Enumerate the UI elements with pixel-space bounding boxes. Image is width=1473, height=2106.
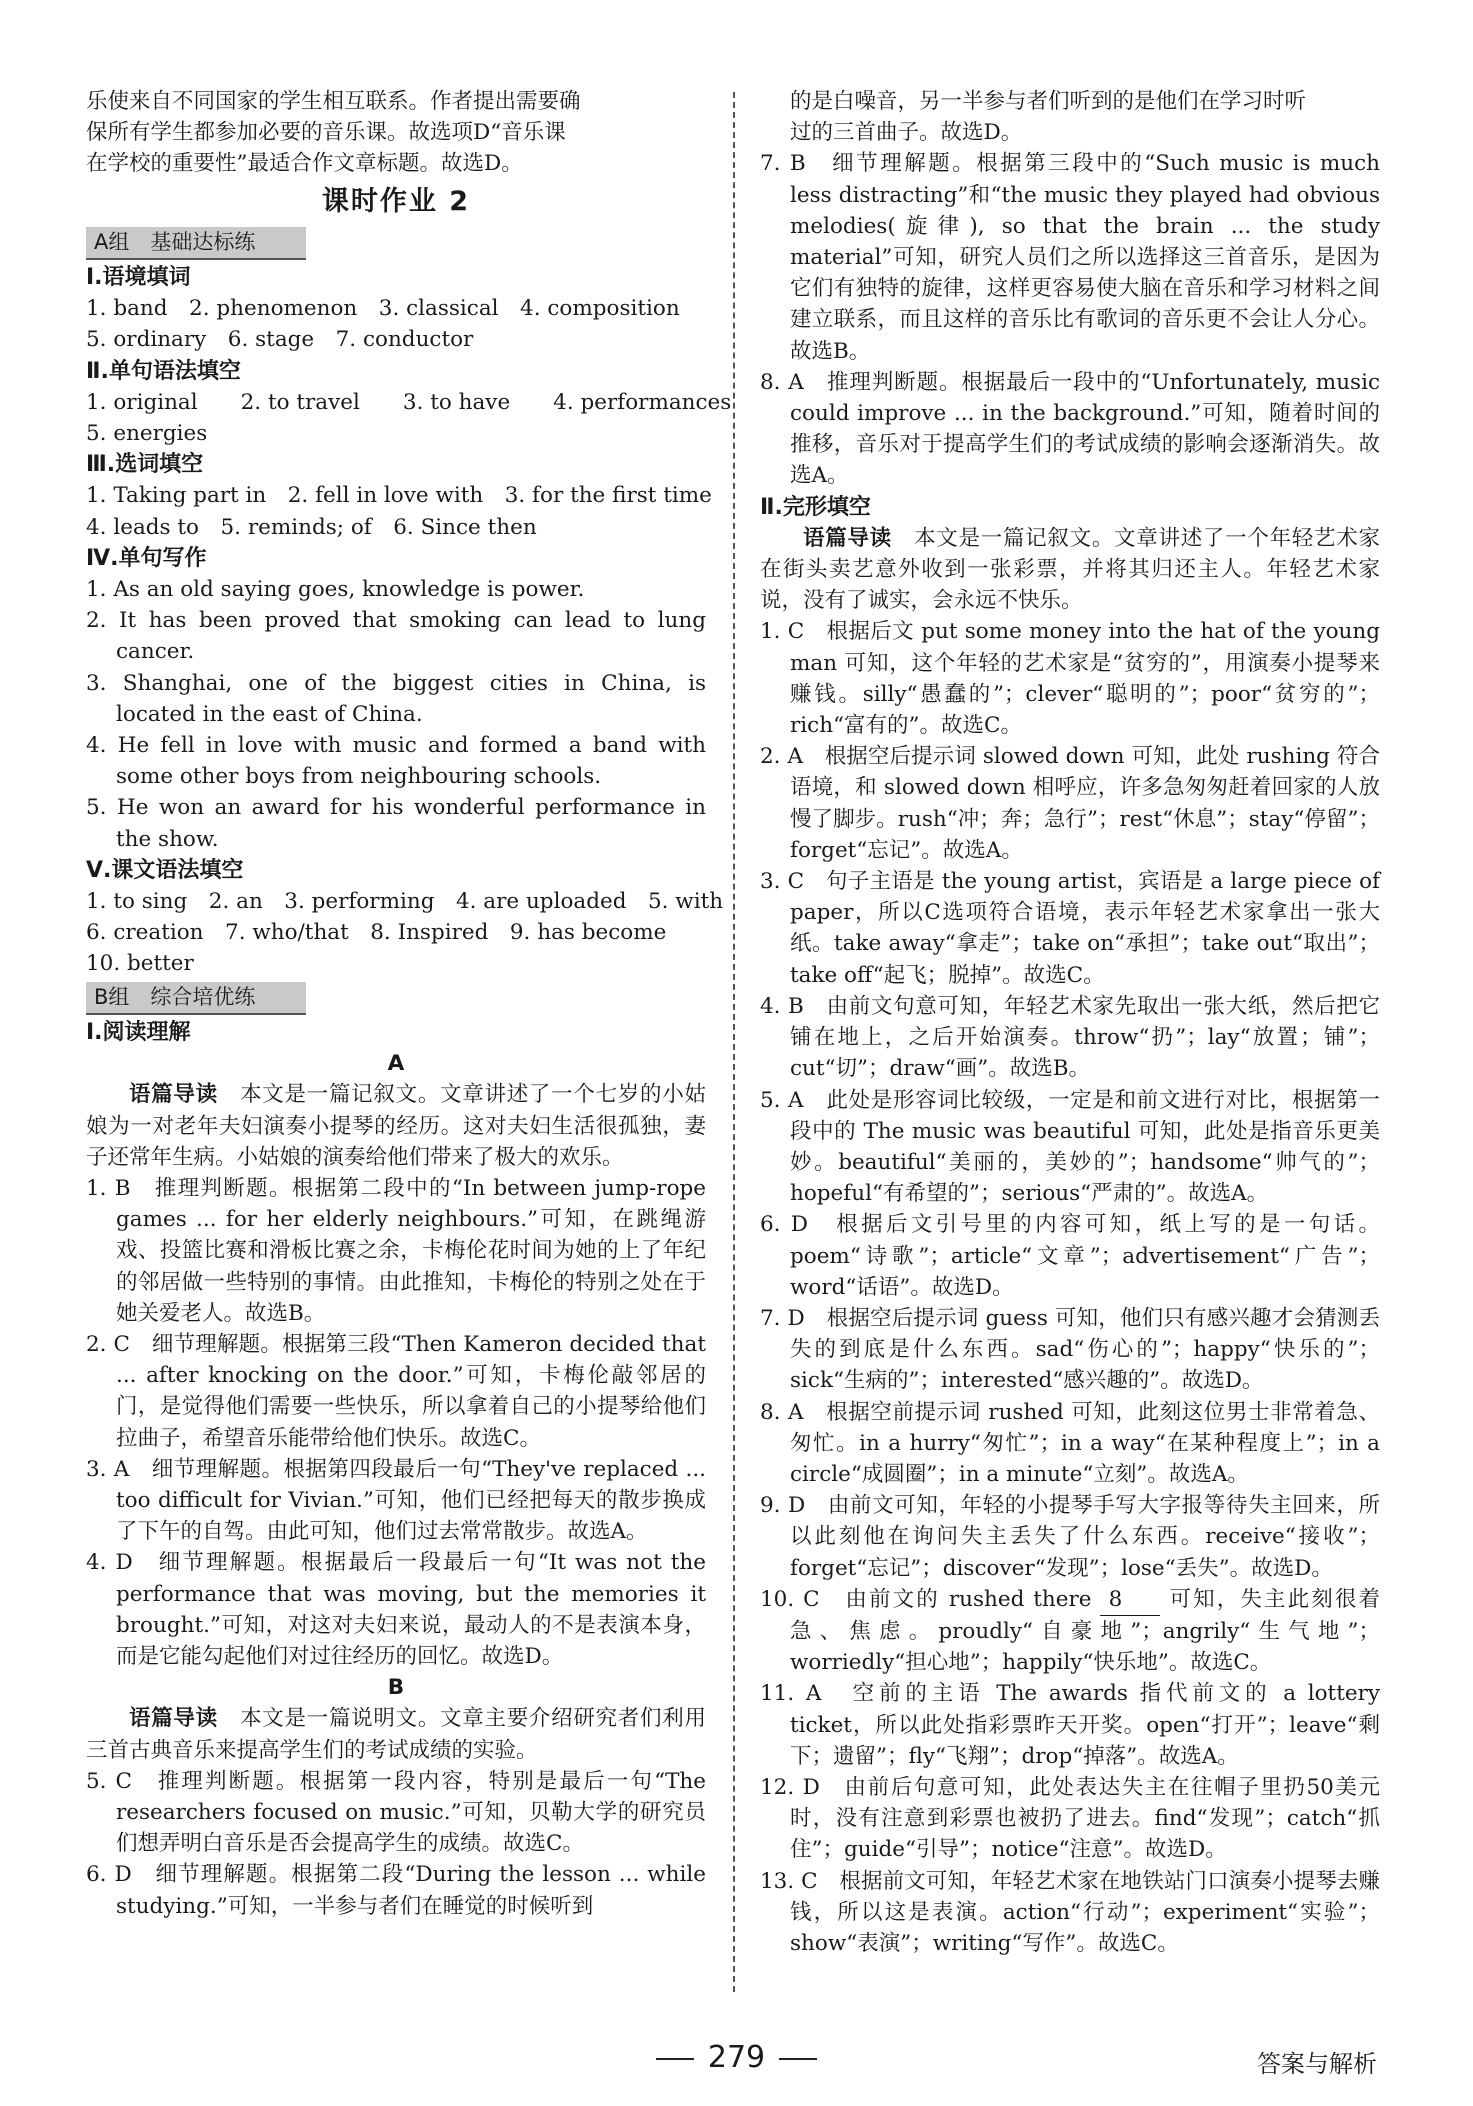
explanation-item: 7. B 细节理解题。根据第三段中的“Such music is much less distracting”和“the music they played had obvious melodies(旋律), so that the brain ... the study material”可知，研究人员们之所以选择这三首音乐，是因为它们有独特的旋律，这样更容易使大脑在音乐和学习材料之间建立联系，而且这样的音乐比有歌词的音乐更不会让人分心。故选B。 [760, 151, 1380, 364]
sentence-item: 3. Shanghai, one of the biggest cities in China, is located in the east of China. [86, 670, 706, 727]
cloze-item: 2. A 根据空后提示词 slowed down 可知，此处 rushing 符合语境，和 slowed down 相呼应，许多急匆匆赶着回家的人放慢了脚步。rush“冲；奔；急行”；rest“休息”；stay“停留”；forget“忘记”。故选A。 [760, 744, 1380, 863]
answer-line: 1. original 2. to travel 3. to have 4. performances [86, 389, 732, 415]
passage-a-label: A [387, 1051, 405, 1077]
sentence-item: 1. As an old saying goes, knowledge is power. [86, 577, 585, 603]
continued-line-2: 过的三首曲子。故选D。 [790, 120, 1023, 146]
continued-line-1: 的是白噪音，另一半参与者们听到的是他们在学习时听 [790, 89, 1307, 114]
intro-line-1: 乐使来自不同国家的学生相互联系。作者提出需要确 [86, 89, 581, 114]
guide-text: 本文是一篇记叙文。文章讲述了一个年轻艺术家在街头卖艺意外收到一张彩票，并将其归还主人。年轻艺术家说，没有了诚实，会永远不快乐。 [760, 525, 1380, 614]
sentence-item: 5. He won an award for his wonderful performance in the show. [86, 795, 706, 852]
column-divider [733, 92, 735, 1992]
cloze-item: 8. A 根据空前提示词 rushed 可知，此刻这位男士非常着急、匆忙。in a hurry“匆忙”；in a way“在某种程度上”；in a circle“成圆圈”；in a minute“立刻”。故选A。 [760, 1399, 1380, 1487]
explanation-item: 8. A 推理判断题。根据最后一段中的“Unfortunately, music could improve ... in the background.”可知，随着时间的推移，音乐对于提高学生们的考试成绩的影响会逐渐消失。故选A。 [760, 369, 1380, 489]
cloze-item: 12. D 由前后句意可知，此处表达失主在往帽子里扔50美元时，没有注意到彩票也被扔了进去。find“发现”；catch“抓住”；guide“引导”；notice“注意”。故选D。 [760, 1774, 1380, 1863]
section-3-title: Ⅲ.选词填空 [86, 452, 204, 478]
explanation-item: 5. C 推理判断题。根据第一段内容，特别是最后一句“The researchers focused on music.”可知，贝勒大学的研究员们想弄明白音乐是否会提高学生的成绩。故选C。 [86, 1768, 706, 1857]
section-5-title: Ⅴ.课文语法填空 [86, 857, 244, 883]
page-number-group [0, 2040, 1473, 2075]
explanation-item: 6. D 细节理解题。根据第二段“During the lesson ... while studying.”可知，一半参与者们在睡觉的时候听到 [86, 1862, 706, 1919]
answer-line: 1. band 2. phenomenon 3. classical 4. composition [86, 296, 680, 322]
passage-a-guide [86, 1079, 706, 1173]
passage-b-guide [86, 1703, 706, 1765]
passage-b-label: B [387, 1675, 405, 1701]
sentence-item: 2. It has been proved that smoking can lead to lung cancer. [86, 608, 706, 665]
group-b-header: B组 综合培优练 [86, 982, 306, 1015]
page-number: 279 [707, 2040, 766, 2075]
right-column [760, 86, 1380, 1959]
answer-line: 10. better [86, 951, 194, 977]
guide-label: 语篇导读 [129, 1082, 218, 1108]
answer-line: 5. energies [86, 421, 208, 447]
cloze-guide [760, 523, 1380, 617]
sentence-item: 4. He fell in love with music and formed a band with some other boys from neighbouring schools. [86, 733, 706, 790]
cloze-item: 6. D 根据后文引号里的内容可知，纸上写的是一句话。poem“诗歌”；article“文章”；advertisement“广告”；word“话语”。故选D。 [760, 1212, 1380, 1300]
cloze-item: 4. B 由前文句意可知，年轻艺术家先取出一张大纸，然后把它铺在地上，之后开始演奏。throw“扔”；lay“放置；铺”；cut“切”；draw“画”。故选B。 [760, 993, 1380, 1082]
guide-label: 语篇导读 [803, 525, 892, 551]
cloze-title: Ⅱ.完形填空 [760, 494, 871, 520]
cloze-item: 3. C 句子主语是 the young artist，宾语是 a large piece of paper，所以C选项符合语境，表示年轻艺术家拿出一张大纸。take away“拿走”；take on“承担”；take out“取出”；take off“起飞；脱掉”。故选C。 [760, 869, 1380, 988]
group-a-header: A组 基础达标练 [86, 227, 306, 260]
dash-left [656, 2058, 694, 2060]
cloze-item: 1. C 根据后文 put some money into the hat of the young man 可知，这个年轻的艺术家是“贫穷的”，用演奏小提琴来赚钱。silly“愚蠢的”；clever“聪明的”；poor“贫穷的”；rich“富有的”。故选C。 [760, 619, 1380, 739]
section-4-title: Ⅳ.单句写作 [86, 545, 207, 571]
cloze-item: 11. A 空前的主语 The awards 指代前文的 a lottery ticket，所以此处指彩票昨天开奖。open“打开”；leave“剩下；遗留”；fly“飞翔”；drop“掉落”。故选A。 [760, 1681, 1380, 1769]
footer-section-label: 答案与解析 [1257, 2050, 1377, 2078]
answer-line: 5. ordinary 6. stage 7. conductor [86, 327, 474, 353]
guide-text: 本文是一篇记叙文。文章讲述了一个七岁的小姑娘为一对老年夫妇演奏小提琴的经历。这对夫妇生活很孤独，妻子还常年生病。小姑娘的演奏给他们带来了极大的欢乐。 [86, 1082, 706, 1170]
guide-text: 本文是一篇说明文。文章主要介绍研究者们利用三首古典音乐来提高学生们的考试成绩的实验。 [86, 1706, 706, 1763]
cloze-item: 5. A 此处是形容词比较级，一定是和前文进行对比，根据第一段中的 The music was beautiful 可知，此处是指音乐更美妙。beautiful“美丽的，美妙的”；handsome“帅气的”；hopeful“有希望的”；serious“严肃的”。故选A。 [760, 1087, 1380, 1207]
answer-line: 6. creation 7. who/that 8. Inspired 9. has become [86, 920, 667, 946]
intro-line-2: 保所有学生都参加必要的音乐课。故选项D“音乐课 [86, 120, 566, 146]
blank-number: 8 [1100, 1584, 1160, 1616]
cloze-item: 7. D 根据空后提示词 guess 可知，他们只有感兴趣才会猜测丢失的到底是什么东西。sad“伤心的”；happy“快乐的”；sick“生病的”；interested“感兴趣的”。故选D。 [760, 1305, 1380, 1394]
dash-right [779, 2058, 817, 2060]
left-column [86, 86, 732, 1922]
section-2-title: Ⅱ.单句语法填空 [86, 358, 241, 384]
explanation-item: 1. B 推理判断题。根据第二段中的“In between jump-rope games ... for her elderly neighbours.”可知，在跳绳游戏、投篮比赛和滑板比赛之余，卡梅伦花时间为她的上了年纪的邻居做一些特别的事情。由此推知，卡梅伦的特别之处在于她关爱老人。故选B。 [86, 1175, 706, 1326]
cloze-item: 13. C 根据前文可知，年轻艺术家在地铁站门口演奏小提琴去赚钱，所以这是表演。action“行动”；experiment“实验”；show“表演”；writing“写作”。故选C。 [760, 1868, 1380, 1956]
cloze-item-10 [760, 1584, 1380, 1679]
intro-line-3: 在学校的重要性”最适合作文章标题。故选D。 [86, 151, 523, 177]
answer-line: 4. leads to 5. reminds; of 6. Since then [86, 514, 537, 540]
reading-title: Ⅰ.阅读理解 [86, 1019, 191, 1045]
cloze-item: 9. D 由前文可知，年轻的小提琴手写大字报等待失主回来，所以此刻他在询问失主丢失了什么东西。receive“接收”；forget“忘记”；discover“发现”；lose“丢失”。故选D。 [760, 1493, 1380, 1581]
explanation-item: 2. C 细节理解题。根据第三段“Then Kameron decided that ... after knocking on the door.”可知，卡梅伦敲邻居的门，是觉得他们需要一些快乐，所以拿着自己的小提琴给他们拉曲子，希望音乐能带给他们快乐。故选C。 [86, 1331, 706, 1451]
answer-line: 1. Taking part in 2. fell in love with 3. for the first time [86, 483, 712, 509]
item10-before: 10. C 由前文的 rushed there [760, 1586, 1092, 1612]
explanation-item: 4. D 细节理解题。根据最后一段最后一句“It was not the performance that was moving, but the memories it brought.”可知，对这对夫妇来说，最动人的不是表演本身，而是它能勾起他们对过往经历的回忆。故选D。 [86, 1550, 706, 1669]
explanation-item: 3. A 细节理解题。根据第四段最后一句“They've replaced ... too difficult for Vivian.”可知，他们已经把每天的散步换成了下午的自驾。由此可知，他们过去常常散步。故选A。 [86, 1456, 706, 1545]
guide-label: 语篇导读 [129, 1706, 218, 1732]
page-footer [0, 2040, 1473, 2080]
section-1-title: Ⅰ.语境填词 [86, 265, 191, 291]
lesson-title: 课时作业 2 [321, 185, 471, 217]
item10-after: 可知，失主此刻很着急、焦虑。proudly“自豪地”；angrily“生气地”；worriedly“担心地”；happily“快乐地”。故选C。 [790, 1586, 1380, 1676]
answer-line: 1. to sing 2. an 3. performing 4. are uploaded 5. with [86, 889, 724, 915]
